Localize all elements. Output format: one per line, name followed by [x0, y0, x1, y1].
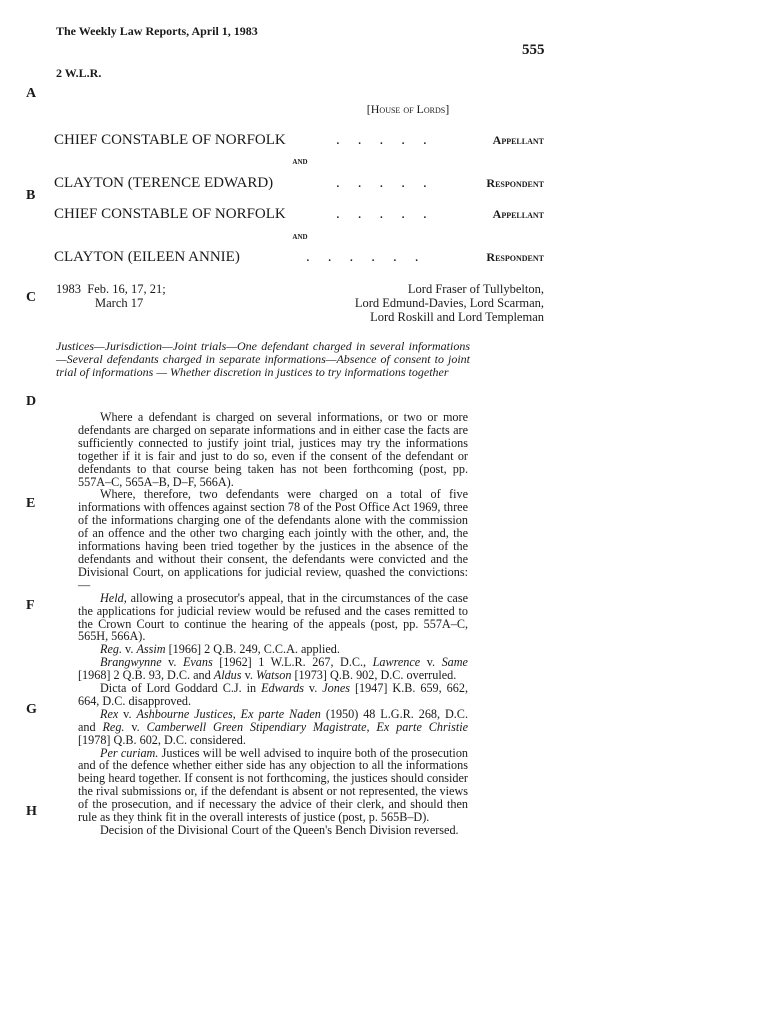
held-paragraph: [78, 592, 468, 644]
case-party: Lawrence: [372, 655, 421, 670]
dates-line-1: 1983 Feb. 16, 17, 21;: [56, 282, 166, 296]
margin-letter-c: C: [26, 290, 37, 305]
versus: v.: [161, 655, 183, 670]
party-role: Appellant: [492, 207, 544, 221]
margin-letter-g: G: [26, 702, 37, 717]
hearing-dates: [56, 282, 166, 310]
case-party: Edwards: [261, 681, 304, 696]
decision-paragraph: Decision of the Divisional Court of the Queen's Bench Division reversed.: [100, 823, 459, 837]
citation-text: [1968] 2 Q.B. 93, D.C. and: [78, 668, 214, 683]
case-party: Evans: [182, 655, 213, 670]
party-name: CLAYTON (TERENCE EDWARD): [54, 175, 274, 191]
citation-text: [1947] K.B. 659, 662, 664, D.C. disapproved.: [78, 681, 468, 708]
held-label: Held,: [100, 590, 127, 605]
party-name: CLAYTON (EILEEN ANNIE): [54, 249, 240, 265]
headnote-paragraph: Where, therefore, two defendants were charged on a total of five informations with offences against section 78 of the Post Office Act 1969, three of the informations charging one of the defendants alone with the commission of an offence and the other two charging each jointly with the other, and, the informations having been tried together by the justices in the absence of the defendants and without their consent, the defendants were convicted and the Divisional Court, on applications for judicial review, quashed the convictions:—: [78, 487, 468, 592]
case-party: Assim: [136, 642, 166, 657]
case-party: Ashbourne Justices, Ex parte Naden: [136, 706, 321, 721]
case-party: Brangwynne: [100, 655, 162, 670]
party-role: Appellant: [492, 133, 544, 147]
dates-line-2: March 17: [95, 296, 144, 310]
headnote-paragraph: Where a defendant is charged on several informations, or two or more defendants are charged on separate informations and in either case the facts are sufficiently connected to justify joint trial, justices may try the informations together if it is fair and just to do so, even if the consent of the defendant or defendants to that course being taken has not been forthcoming (post, pp. 557A–C, 565A–B, D–F, 566A).: [78, 410, 468, 489]
per-curiam-text: Justices will be well advised to inquire both of the prosecution and of the defence whether either side has any objection to all the informations being heard together. If consent is not forthcoming, the justices should consider the rival submissions or, if the defendant is absent or not represented, the views of the prosecution, and if necessary the advice of their clerk, and should then rule as they think fit in the overall interests of justice (post, p. 565B–D).: [78, 745, 469, 825]
case-party: Watson: [255, 668, 292, 683]
margin-letter-e: E: [26, 496, 36, 511]
citation-text: [1966] 2 Q.B. 249, C.C.A. applied.: [165, 642, 340, 657]
court-heading: [0, 102, 768, 117]
running-header: The Weekly Law Reports, April 1, 1983: [56, 24, 258, 38]
leader-dots: .....: [336, 206, 445, 222]
versus: v.: [122, 642, 137, 657]
judges-line-1: Lord Fraser of Tullybelton,: [407, 282, 544, 296]
versus: v.: [420, 655, 442, 670]
volume-reference: 2 W.L.R.: [56, 66, 102, 80]
margin-letter-b: B: [26, 188, 36, 203]
catchwords: Justices—Jurisdiction—Joint trials—One defendant charged in several informations—Several defendants charged in separate informations—Absence of consent to joint trial of informations — Whether discretion in justices to try informations together: [56, 339, 470, 380]
case-party: Reg.: [102, 719, 125, 734]
case-citation: [78, 656, 468, 682]
case-party: Camberwell Green Stipendiary Magistrate, Ex parte Christie: [146, 719, 468, 734]
party-name: CHIEF CONSTABLE OF NORFOLK: [54, 132, 286, 148]
case-party: Jones: [322, 681, 350, 696]
held-text: allowing a prosecutor's appeal, that in the circumstances of the case the applications for judicial review would be refused and the cases remitted to the Crown Court to continue the hearing of the appeals (post, pp. 557A–C, 565H, 566A).: [78, 590, 468, 644]
leader-dots: .....: [336, 132, 445, 148]
versus: v.: [241, 668, 256, 683]
margin-letter-f: F: [26, 598, 35, 613]
case-citation: [78, 682, 468, 708]
case-party: Rex: [100, 706, 119, 721]
headnote: [78, 411, 468, 837]
versus: v.: [118, 706, 137, 721]
page-number: 555: [522, 42, 545, 58]
citation-text: [1962] 1 W.L.R. 267, D.C.,: [212, 655, 373, 670]
judges-line-2: Lord Edmund-Davies, Lord Scarman,: [354, 296, 544, 310]
per-curiam-label: Per curiam.: [100, 745, 159, 760]
case-citation: [78, 708, 468, 747]
margin-letter-d: D: [26, 394, 37, 409]
leader-dots: .....: [336, 175, 445, 191]
judges-list: [355, 282, 544, 324]
versus: v.: [303, 681, 323, 696]
margin-letter-h: H: [26, 804, 37, 819]
citation-text: [1973] Q.B. 902, D.C. overruled.: [291, 668, 457, 683]
case-party: Aldus: [213, 668, 242, 683]
party-name: CHIEF CONSTABLE OF NORFOLK: [54, 206, 286, 222]
party-role: Respondent: [486, 176, 544, 190]
versus: v.: [124, 719, 147, 734]
citation-text: [1978] Q.B. 602, D.C. considered.: [78, 732, 246, 747]
judges-line-3: Lord Roskill and Lord Templeman: [370, 310, 544, 324]
margin-letter-a: A: [26, 86, 37, 101]
citation-text: Dicta of Lord Goddard C.J. in: [100, 681, 262, 696]
leader-dots: ......: [306, 249, 437, 265]
per-curiam-paragraph: [78, 747, 468, 824]
citation-text: (1950) 48 L.G.R. 268, D.C. and: [78, 706, 468, 734]
party-role: Respondent: [486, 250, 544, 264]
case-party: Reg.: [100, 642, 122, 657]
case-party: Same: [441, 655, 468, 670]
and-separator: and: [292, 156, 308, 167]
court-name: [House of Lords]: [366, 102, 450, 116]
and-separator: and: [292, 231, 308, 242]
